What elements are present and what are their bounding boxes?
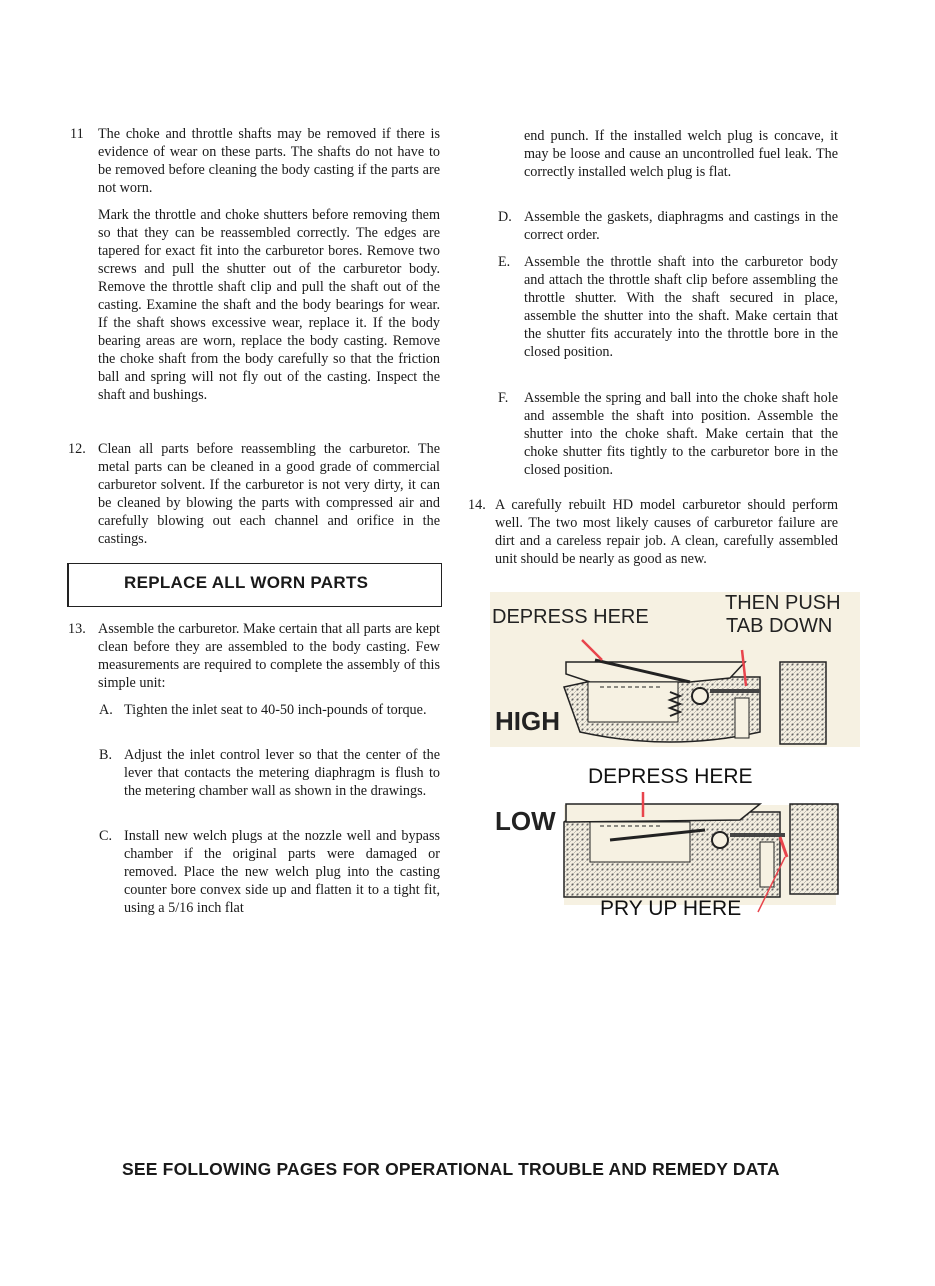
paragraph: Assemble the carburetor. Make certain that all parts are kept clean before they are assembled to the body casting. Few measurements are required to complete the assembly of this simple unit: [98,621,440,691]
high-depress-label: DEPRESS HERE [492,606,649,628]
sub-letter: D. [498,209,512,225]
sub-letter: F. [498,390,509,406]
paragraph: Assemble the gaskets, diaphragms and castings in the correct order. [524,209,838,243]
paragraph: The choke and throttle shafts may be removed if there is evidence of wear on these parts. The shafts do not have to be removed before cleaning the body casting if the parts are not worn. [98,126,440,196]
sub-letter: E. [498,254,511,270]
paragraph: Clean all parts before reassembling the carburetor. The metal parts can be cleaned in a good grade of commercial carburetor solvent. If the carburetor is not very dirty, it can be cleaned by blowing the parts with compressed air and carefully blowing out each channel and orifice in the castings. [98,441,440,547]
sub-letter: A. [99,702,113,718]
high-push-label-1: THEN PUSH [725,592,841,614]
low-depress-label: DEPRESS HERE [588,765,753,788]
paragraph: Install new welch plugs at the nozzle well and bypass chamber if the original parts were damaged or removed. Place the new welch plug into the casting counter bore convex side up and flatten it to a tight fit, using a 5/16 inch flat [124,828,440,916]
item-number: 12. [68,441,86,457]
paragraph: Adjust the inlet control lever so that the center of the lever that contacts the metering diaphragm is flush to the metering chamber wall as shown in the drawings. [124,747,440,799]
high-label: HIGH [495,706,560,736]
sub-letter: C. [99,828,113,844]
callout-text: REPLACE ALL WORN PARTS [124,573,369,592]
paragraph: Assemble the spring and ball into the choke shaft hole and assemble the shaft into position. Assemble the shutter into the choke shaft. Make certain that the choke shutter fits tightly to the carburetor bore in the closed position. [524,390,838,478]
paragraph: A carefully rebuilt HD model carburetor should perform well. The two most likely causes of carburetor failure are dirt and a careless repair job. A clean, carefully assembled unit should be nearly as good as new. [495,497,838,567]
high-push-label-2: TAB DOWN [726,615,833,637]
item-number: 13. [68,621,86,637]
low-diagram [564,792,838,912]
pry-up-label: PRY UP HERE [600,897,742,920]
footer-note: SEE FOLLOWING PAGES FOR OPERATIONAL TROUBLE AND REMEDY DATA [122,1159,780,1179]
paragraph: Assemble the throttle shaft into the carburetor body and attach the throttle shaft clip before assembling the throttle shutter. With the shaft secured in place, assemble the shutter into the shaft. Make certain that the shutter fits accurately into the throttle bore in the closed position. [524,254,838,360]
item-number: 11 [70,126,84,142]
carburetor-diagram [490,592,860,922]
paragraph: Mark the throttle and choke shutters before removing them so that they can be reassembled correctly. The edges are tapered for exact fit into the carburetor bores. Remove two screws and pull the shutter out of the carburetor body. Remove the throttle shaft clip and pull the shaft out of the casting. Examine the shaft and the body bearings for wear. If the shaft shows excessive wear, replace it. If the body bearing areas are worn, replace the body casting. Remove the choke shaft from the body carefully so that the friction ball and spring will not fly out of the casting. Inspect the shaft and bushings. [98,207,440,403]
paragraph: end punch. If the installed welch plug is concave, it may be loose and cause an uncontrolled fuel leak. The correctly installed welch plug is flat. [524,128,838,180]
callout-box [67,563,442,607]
sub-letter: B. [99,747,113,763]
paragraph: Tighten the inlet seat to 40-50 inch-pounds of torque. [124,702,427,718]
item-number: 14. [468,497,486,513]
low-label: LOW [495,806,556,836]
